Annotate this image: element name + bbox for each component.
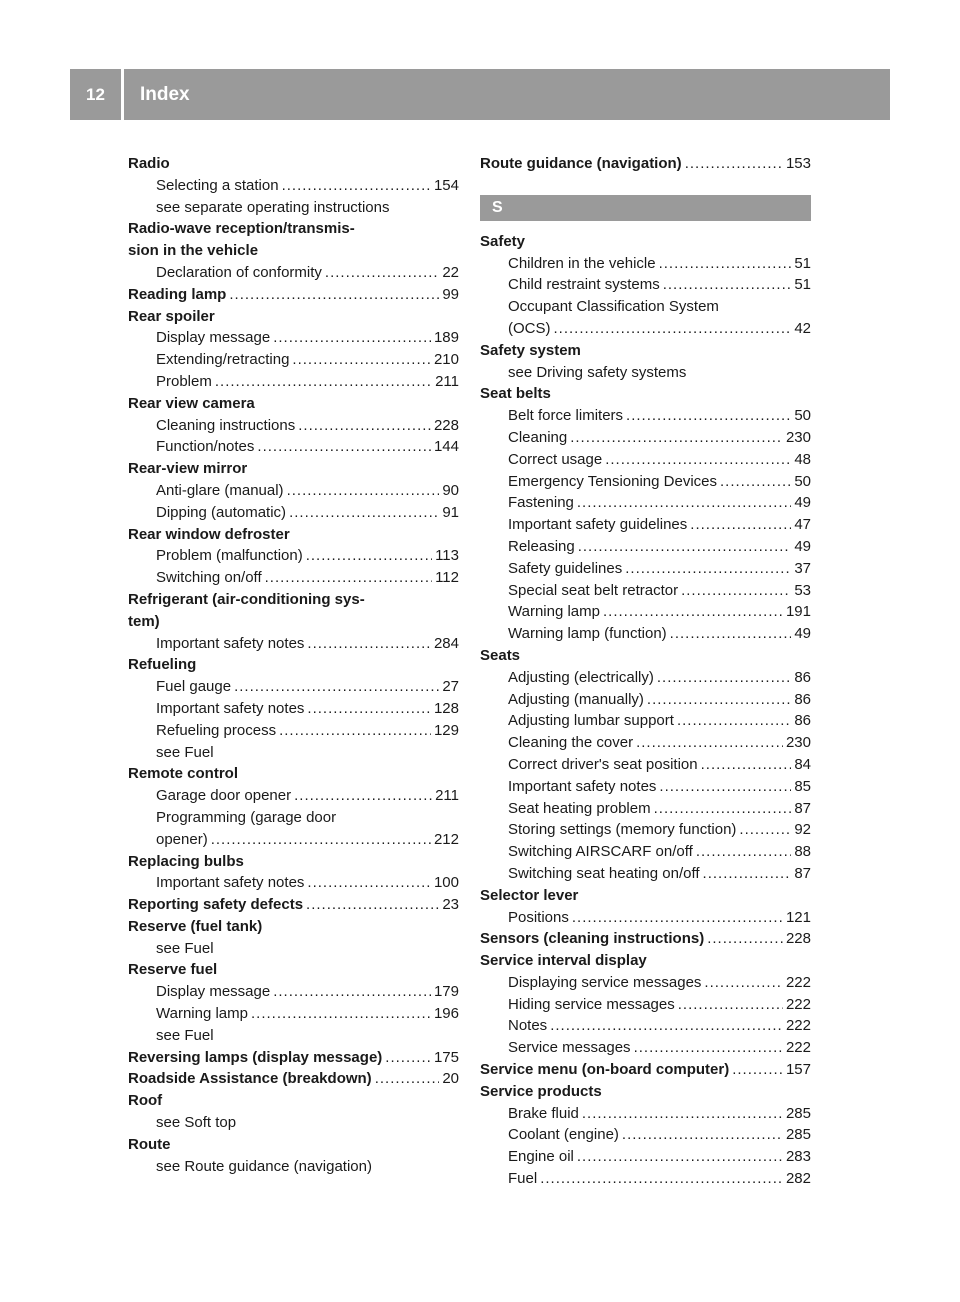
entry-text: Service messages [508, 1039, 631, 1057]
dot-leader [550, 1015, 783, 1037]
dot-leader [739, 819, 791, 841]
index-subentry [480, 601, 811, 623]
entry-text: Display message [156, 983, 271, 1001]
index-subentry [480, 732, 811, 754]
index-subentry [480, 449, 811, 471]
index-subentry: see Driving safety systems [508, 363, 687, 381]
index-column-right [480, 153, 811, 1190]
dot-leader [626, 405, 791, 427]
index-subentry [480, 471, 811, 493]
index-heading: Radio-wave reception/transmis- [128, 220, 355, 238]
index-subentry [480, 1168, 811, 1190]
index-subentry [128, 676, 459, 698]
index-subentry [128, 327, 459, 349]
entry-page: 20 [442, 1070, 459, 1088]
entry-text: Refueling process [156, 721, 277, 739]
entry-page: 285 [785, 1104, 811, 1122]
entry-text: Switching on/off [156, 569, 262, 587]
entry-text: Notes [508, 1017, 548, 1035]
index-subentry [128, 436, 459, 458]
index-heading: Safety system [480, 341, 581, 359]
index-heading: Radio [128, 155, 170, 172]
entry-page: 27 [442, 678, 459, 696]
entry-text: Sensors (cleaning instructions) [480, 930, 705, 948]
page-number: 12 [70, 69, 124, 120]
index-heading: Selector lever [480, 886, 579, 904]
entry-page: 222 [785, 1017, 811, 1035]
entry-page: 23 [442, 896, 459, 914]
dot-leader [707, 928, 783, 950]
dot-leader [554, 318, 792, 340]
dot-leader [292, 349, 431, 371]
entry-text: Switching seat heating on/off [508, 864, 700, 882]
entry-page: 284 [433, 634, 459, 652]
index-heading: Rear view camera [128, 394, 255, 412]
dot-leader [663, 274, 792, 296]
entry-page: 42 [794, 319, 811, 337]
index-subentry [128, 545, 459, 567]
dot-leader [229, 284, 439, 306]
index-subentry [480, 405, 811, 427]
dot-leader [279, 720, 431, 742]
dot-leader [696, 841, 792, 863]
dot-leader [570, 427, 783, 449]
dot-leader [307, 872, 431, 894]
index-subentry [480, 907, 811, 929]
index-subentry [128, 872, 459, 894]
entry-page: 50 [794, 407, 811, 425]
entry-text: Belt force limiters [508, 407, 624, 425]
dot-leader [657, 667, 791, 689]
index-subentry [480, 1146, 811, 1168]
dot-leader [582, 1103, 783, 1125]
index-subentry [480, 253, 811, 275]
entry-text: Cleaning instructions [156, 416, 296, 434]
entry-text: (OCS) [508, 319, 551, 337]
entry-page: 86 [794, 690, 811, 708]
entry-page: 22 [442, 263, 459, 281]
entry-text: Correct driver's seat position [508, 755, 698, 773]
entry-text: Coolant (engine) [508, 1126, 619, 1144]
index-subentry [128, 349, 459, 371]
entry-text: Problem [156, 372, 212, 390]
dot-leader [234, 676, 439, 698]
index-heading [128, 894, 459, 916]
entry-page: 154 [433, 176, 459, 194]
entry-text: Important safety guidelines [508, 516, 688, 534]
index-heading: Refueling [128, 656, 197, 674]
index-subentry [480, 274, 811, 296]
index-heading [480, 1059, 811, 1081]
dot-leader [572, 907, 783, 929]
entry-text: Seat heating problem [508, 799, 651, 817]
entry-page: 283 [785, 1148, 811, 1166]
dot-leader [605, 449, 791, 471]
entry-text: Positions [508, 908, 569, 926]
dot-leader [251, 1003, 431, 1025]
entry-text: Correct usage [508, 450, 603, 468]
index-subentry [128, 785, 459, 807]
entry-page: 285 [785, 1126, 811, 1144]
entry-page: 211 [435, 372, 459, 390]
entry-text: Reporting safety defects [128, 896, 304, 914]
entry-page: 51 [794, 254, 811, 272]
dot-leader [677, 710, 791, 732]
index-subentry: Programming (garage door [156, 808, 337, 826]
dot-leader [265, 567, 432, 589]
dot-leader [636, 732, 783, 754]
entry-page: 87 [794, 864, 811, 882]
entry-text: Reversing lamps (display message) [128, 1048, 383, 1066]
entry-text: Warning lamp [156, 1005, 248, 1023]
index-heading: Remote control [128, 765, 239, 783]
entry-page: 230 [785, 428, 811, 446]
entry-page: 112 [435, 569, 459, 587]
entry-page: 48 [794, 450, 811, 468]
entry-text: Cleaning the cover [508, 734, 634, 752]
dot-leader [577, 492, 791, 514]
entry-page: 88 [794, 843, 811, 861]
dot-leader [685, 153, 783, 175]
dot-leader [289, 502, 439, 524]
entry-page: 282 [785, 1170, 811, 1188]
entry-text: Declaration of conformity [156, 263, 322, 281]
dot-leader [634, 1037, 783, 1059]
index-subentry [480, 492, 811, 514]
dot-leader [732, 1059, 783, 1081]
entry-text: Children in the vehicle [508, 254, 656, 272]
section-letter: S [480, 195, 811, 221]
entry-text: Adjusting lumbar support [508, 712, 674, 730]
entry-text: Important safety notes [156, 699, 305, 717]
dot-leader [257, 436, 431, 458]
dot-leader [282, 175, 431, 197]
index-heading: Reserve (fuel tank) [128, 917, 263, 935]
entry-page: 53 [794, 581, 811, 599]
entry-text: Brake fluid [508, 1104, 579, 1122]
index-subentry [480, 580, 811, 602]
index-heading: Rear window defroster [128, 525, 290, 543]
index-subentry [480, 1037, 811, 1059]
entry-page: 49 [794, 625, 811, 643]
entry-page: 87 [794, 799, 811, 817]
index-subentry: see separate operating instructions [156, 198, 390, 216]
index-subentry [128, 480, 459, 502]
entry-page: 99 [442, 285, 459, 303]
index-subentry [128, 829, 459, 851]
entry-page: 191 [785, 603, 811, 621]
index-subentry [480, 710, 811, 732]
entry-page: 121 [785, 908, 811, 926]
dot-leader [215, 371, 432, 393]
dot-leader [578, 536, 792, 558]
index-heading: sion in the vehicle [128, 242, 259, 260]
index-subentry [128, 720, 459, 742]
dot-leader [307, 698, 431, 720]
index-subentry: Occupant Classification System [508, 298, 719, 316]
entry-text: Extending/retracting [156, 351, 290, 369]
entry-text: Safety guidelines [508, 559, 623, 577]
index-subentry [128, 262, 459, 284]
entry-page: 128 [433, 699, 459, 717]
index-subentry [480, 972, 811, 994]
entry-text: opener) [156, 830, 208, 848]
entry-text: Releasing [508, 537, 575, 555]
entry-page: 222 [785, 995, 811, 1013]
index-subentry [480, 798, 811, 820]
index-subentry [128, 698, 459, 720]
entry-text: Roadside Assistance (breakdown) [128, 1070, 372, 1088]
entry-text: Important safety notes [156, 634, 305, 652]
dot-leader [540, 1168, 783, 1190]
entry-page: 230 [785, 734, 811, 752]
entry-page: 222 [785, 973, 811, 991]
dot-leader [647, 689, 791, 711]
index-column-left [128, 153, 459, 1177]
dot-leader [306, 545, 432, 567]
dot-leader [211, 829, 431, 851]
entry-page: 86 [794, 712, 811, 730]
entry-text: Function/notes [156, 438, 255, 456]
index-heading: Safety [480, 232, 526, 250]
index-subentry: see Route guidance (navigation) [156, 1157, 372, 1175]
dot-leader [577, 1146, 783, 1168]
index-heading: Rear-view mirror [128, 460, 248, 478]
entry-text: Service menu (on-board computer) [480, 1061, 730, 1079]
dot-leader [670, 623, 792, 645]
index-heading [128, 1047, 459, 1069]
entry-page: 85 [794, 777, 811, 795]
index-subentry [128, 502, 459, 524]
entry-page: 50 [794, 472, 811, 490]
dot-leader [375, 1068, 440, 1090]
index-subentry [480, 994, 811, 1016]
dot-leader [307, 633, 431, 655]
entry-page: 84 [794, 755, 811, 773]
entry-text: Adjusting (manually) [508, 690, 644, 708]
dot-leader [681, 580, 791, 602]
entry-page: 113 [435, 547, 459, 565]
entry-text: Route guidance (navigation) [480, 155, 682, 172]
entry-page: 90 [442, 481, 459, 499]
dot-leader [294, 785, 432, 807]
entry-page: 189 [433, 329, 459, 347]
entry-page: 92 [794, 821, 811, 839]
entry-text: Hiding service messages [508, 995, 675, 1013]
index-heading: Seat belts [480, 385, 551, 403]
index-heading: Refrigerant (air-conditioning sys- [128, 590, 365, 608]
dot-leader [622, 1124, 783, 1146]
entry-text: Special seat belt retractor [508, 581, 679, 599]
dot-leader [625, 558, 791, 580]
dot-leader [659, 253, 792, 275]
entry-text: Warning lamp (function) [508, 625, 667, 643]
dot-leader [325, 262, 439, 284]
page-header [70, 69, 890, 120]
index-heading: Roof [128, 1092, 163, 1110]
index-heading [480, 928, 811, 950]
index-subentry [480, 863, 811, 885]
index-subentry [128, 371, 459, 393]
index-subentry [480, 689, 811, 711]
index-subentry [128, 633, 459, 655]
index-subentry [128, 981, 459, 1003]
index-heading: Reserve fuel [128, 961, 218, 979]
entry-page: 100 [433, 874, 459, 892]
entry-text: Engine oil [508, 1148, 574, 1166]
entry-page: 49 [794, 537, 811, 555]
entry-text: Problem (malfunction) [156, 547, 303, 565]
entry-text: Cleaning [508, 428, 568, 446]
index-subentry [480, 667, 811, 689]
index-subentry [480, 776, 811, 798]
index-subentry: see Fuel [156, 939, 214, 957]
entry-text: Storing settings (memory function) [508, 821, 737, 839]
entry-page: 153 [785, 155, 811, 172]
index-subentry [480, 558, 811, 580]
index-subentry [480, 623, 811, 645]
dot-leader [720, 471, 791, 493]
entry-text: Switching AIRSCARF on/off [508, 843, 693, 861]
index-heading: tem) [128, 612, 160, 630]
dot-leader [306, 894, 439, 916]
index-heading [128, 284, 459, 306]
entry-text: Reading lamp [128, 285, 227, 303]
dot-leader [603, 601, 783, 623]
entry-page: 179 [433, 983, 459, 1001]
entry-text: Garage door opener [156, 787, 292, 805]
index-subentry [480, 841, 811, 863]
index-subentry: see Soft top [156, 1114, 237, 1132]
entry-text: Important safety notes [156, 874, 305, 892]
entry-text: Display message [156, 329, 271, 347]
entry-text: Adjusting (electrically) [508, 668, 654, 686]
index-heading: Seats [480, 646, 521, 664]
entry-text: Selecting a station [156, 176, 279, 194]
entry-page: 157 [785, 1061, 811, 1079]
entry-page: 51 [794, 276, 811, 294]
dot-leader [701, 754, 792, 776]
dot-leader [654, 798, 792, 820]
dot-leader [385, 1047, 431, 1069]
index-subentry [128, 1003, 459, 1025]
entry-page: 91 [442, 503, 459, 521]
dot-leader [703, 863, 792, 885]
entry-page: 129 [433, 721, 459, 739]
entry-page: 47 [794, 516, 811, 534]
index-subentry: see Fuel [156, 1026, 214, 1044]
entry-text: Fuel gauge [156, 678, 232, 696]
entry-text: Anti-glare (manual) [156, 481, 284, 499]
index-heading: Service products [480, 1082, 602, 1100]
entry-page: 37 [794, 559, 811, 577]
entry-text: Child restraint systems [508, 276, 660, 294]
entry-page: 86 [794, 668, 811, 686]
entry-text: Dipping (automatic) [156, 503, 287, 521]
entry-text: Fastening [508, 494, 574, 512]
entry-text: Displaying service messages [508, 973, 702, 991]
index-subentry [480, 536, 811, 558]
dot-leader [704, 972, 783, 994]
entry-page: 222 [785, 1039, 811, 1057]
entry-page: 175 [433, 1048, 459, 1066]
entry-page: 144 [433, 438, 459, 456]
index-heading: Replacing bulbs [128, 852, 244, 870]
dot-leader [273, 981, 431, 1003]
dot-leader [273, 327, 431, 349]
index-heading [128, 1068, 459, 1090]
index-subentry [480, 318, 811, 340]
index-subentry: see Fuel [156, 743, 214, 761]
index-subentry [480, 427, 811, 449]
index-subentry [480, 1124, 811, 1146]
index-subentry [480, 514, 811, 536]
entry-page: 228 [433, 416, 459, 434]
index-subentry [480, 1103, 811, 1125]
index-subentry [480, 1015, 811, 1037]
dot-leader [678, 994, 783, 1016]
index-heading [480, 153, 811, 175]
index-subentry [128, 415, 459, 437]
index-subentry [480, 754, 811, 776]
dot-leader [287, 480, 440, 502]
entry-page: 212 [433, 830, 459, 848]
entry-page: 211 [435, 787, 459, 805]
index-subentry [480, 819, 811, 841]
page-title: Index [140, 83, 190, 105]
entry-page: 210 [433, 351, 459, 369]
index-heading: Route [128, 1135, 171, 1153]
index-subentry [128, 175, 459, 197]
index-heading: Service interval display [480, 952, 647, 970]
entry-page: 196 [433, 1005, 459, 1023]
entry-page: 228 [785, 930, 811, 948]
entry-text: Fuel [508, 1170, 538, 1188]
dot-leader [298, 415, 431, 437]
dot-leader [690, 514, 791, 536]
entry-text: Important safety notes [508, 777, 657, 795]
index-heading: Rear spoiler [128, 307, 215, 325]
entry-text: Emergency Tensioning Devices [508, 472, 717, 490]
entry-text: Warning lamp [508, 603, 600, 621]
dot-leader [659, 776, 791, 798]
index-subentry [128, 567, 459, 589]
entry-page: 49 [794, 494, 811, 512]
